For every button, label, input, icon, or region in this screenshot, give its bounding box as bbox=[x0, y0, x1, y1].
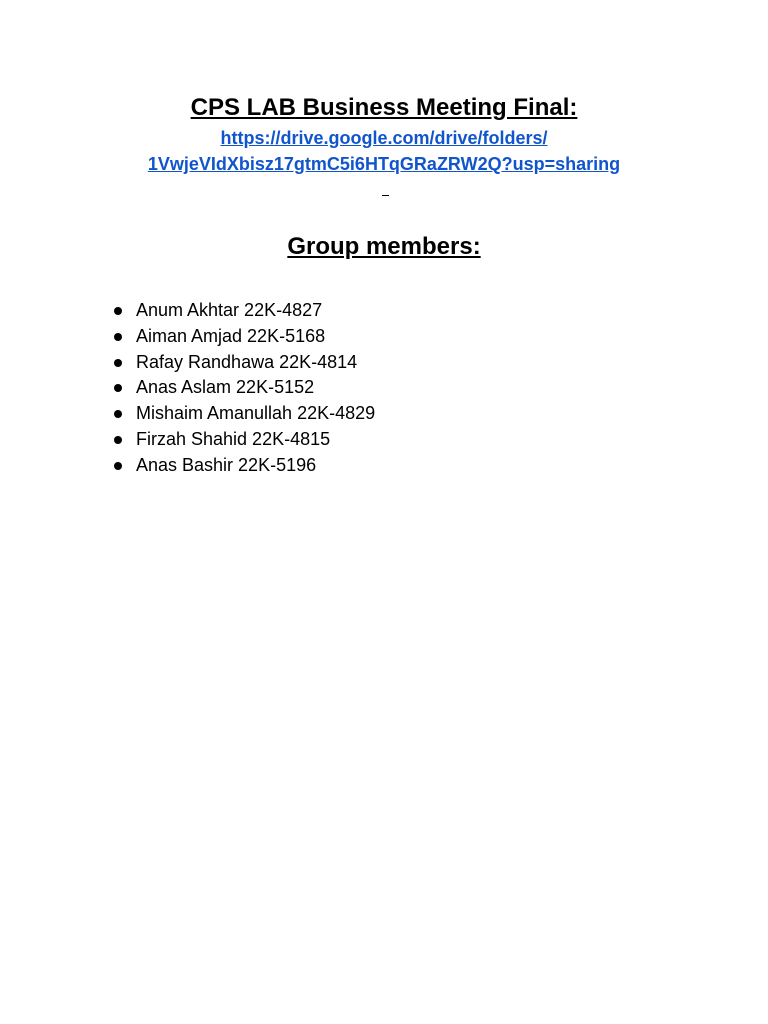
bullet-icon bbox=[114, 462, 122, 470]
member-name: Anas Bashir 22K-5196 bbox=[136, 454, 317, 475]
member-item bbox=[112, 401, 375, 427]
drive-link-block bbox=[0, 125, 768, 177]
member-item bbox=[112, 298, 375, 324]
bullet-icon bbox=[114, 333, 122, 341]
member-name: Anum Akhtar 22K-4827 bbox=[136, 300, 323, 320]
document-title: CPS LAB Business Meeting Final: bbox=[190, 94, 578, 121]
members-list bbox=[112, 298, 375, 479]
member-name: Anas Aslam 22K-5152 bbox=[136, 377, 315, 398]
drive-link-line-2[interactable]: 1VwjeVIdXbisz17gtmC5i6HTqGRaZRW2Q?usp=sharing bbox=[147, 154, 621, 174]
member-name: Mishaim Amanullah 22K-4829 bbox=[136, 403, 376, 424]
member-item bbox=[112, 453, 375, 479]
member-name: Aiman Amjad 22K-5168 bbox=[136, 325, 326, 346]
member-item bbox=[112, 350, 375, 376]
bullet-icon bbox=[114, 436, 122, 444]
member-name: Firzah Shahid 22K-4815 bbox=[136, 428, 331, 449]
bullet-icon bbox=[114, 410, 122, 418]
member-name: Rafay Randhawa 22K-4814 bbox=[136, 351, 358, 372]
bullet-icon bbox=[114, 359, 122, 367]
member-item bbox=[112, 324, 375, 350]
member-item bbox=[112, 427, 375, 453]
drive-link-line-1[interactable]: https://drive.google.com/drive/folders/ bbox=[220, 128, 548, 148]
group-members-heading: Group members: bbox=[287, 233, 481, 260]
bullet-icon bbox=[114, 307, 122, 315]
trailing-underscore-mark bbox=[382, 184, 390, 196]
member-item bbox=[112, 375, 375, 401]
bullet-icon bbox=[114, 384, 122, 392]
